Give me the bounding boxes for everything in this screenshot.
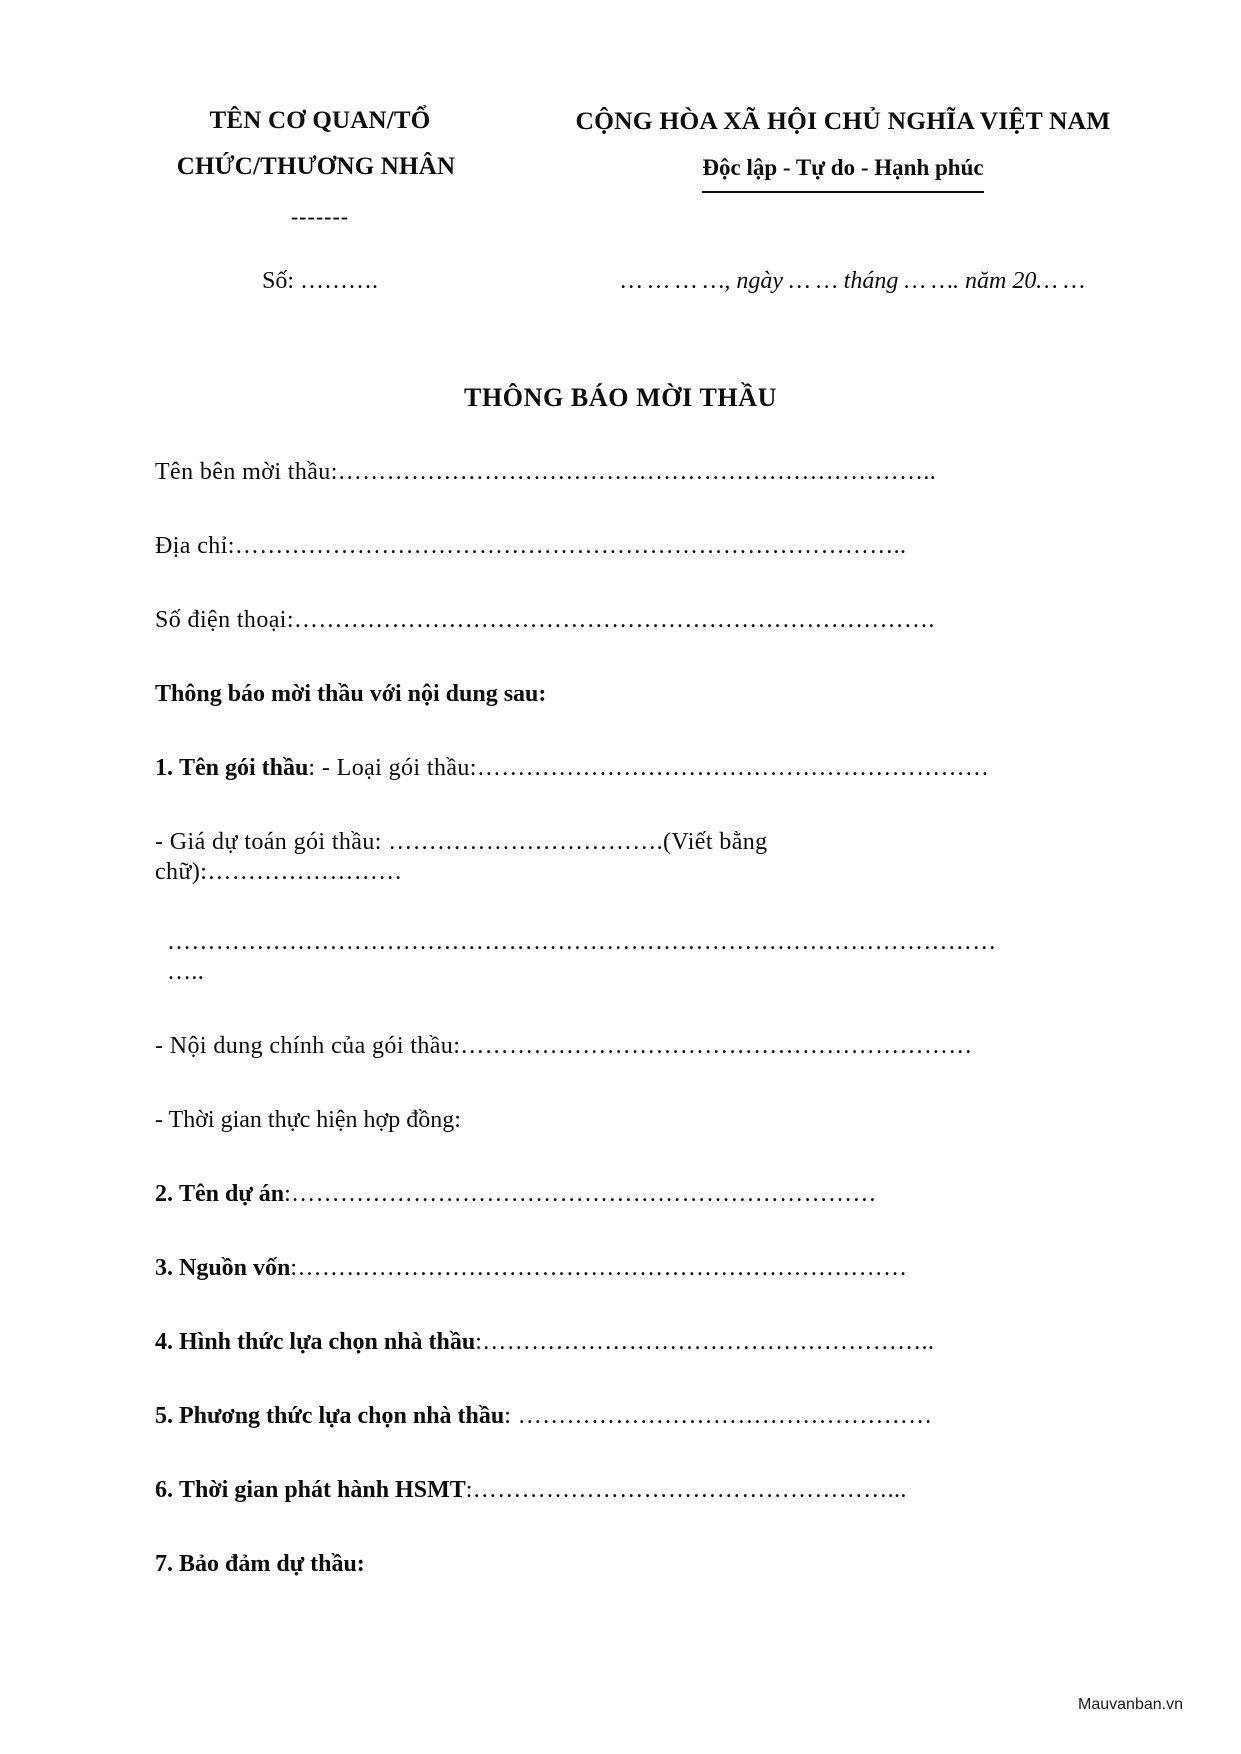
item-4-fill: :……………………………………………….. [475,1329,935,1355]
item-4-number: 4. [155,1329,173,1355]
organization-line-2: CHỨC/THƯƠNG NHÂN [176,153,456,180]
item-1-sub-thoi-gian-thuc-hien: - Thời gian thực hiện hợp đồng: [155,1107,461,1133]
item-3 [155,1253,1001,1283]
national-heading-block [485,98,1241,193]
field-so-dien-thoai: Số điện thoại:……………………………………………………………………. [155,607,935,633]
item-1-sub-gia-du-toan: - Giá dự toán gói thầu: …………………………….(Viết bằng chữ):…………………… [155,829,768,885]
organization-separator-dashes: ------- [290,204,350,229]
document-date: … … … …, ngày … … tháng … …. năm 20… … [620,268,1086,294]
item-5-fill: : …………………………………………… [504,1403,933,1429]
item-1-number: 1. [155,755,173,781]
item-2-number: 2. [155,1181,173,1207]
item-6 [155,1475,1001,1505]
issuing-organization-block [155,98,485,238]
item-2-label: Tên dự án [179,1181,285,1207]
item-3-number: 3. [155,1255,173,1281]
item-1-sub-gia-du-toan-continuation: …………………………………………………………………………………………….. [167,929,997,985]
item-2-fill: :……………………………………………………………… [284,1181,877,1207]
item-1-label: Tên gói thầu [179,755,309,781]
field-ten-ben-moi-thau: Tên bên mời thầu:……………………………………………………………….. [155,459,937,485]
national-title: CỘNG HÒA XÃ HỘI CHỦ NGHĨA VIỆT NAM [575,106,1111,135]
item-1 [155,753,1001,783]
item-6-number: 6. [155,1477,173,1503]
item-7-label: Bảo đảm dự thầu: [179,1551,365,1577]
intro-statement-text: Thông báo mời thầu với nội dung sau: [155,681,547,707]
page-title: THÔNG BÁO MỜI THẦU [464,383,777,412]
item-6-fill: :……………………………………………... [465,1477,907,1503]
field-dia-chi: Địa chỉ:……………………………………………………………………….. [155,533,907,559]
item-1-sub-noi-dung-chinh: - Nội dung chính của gói thầu:……………………………………………………… [155,1033,973,1059]
organization-line-1: TÊN CƠ QUAN/TỔ [209,107,431,134]
document-header [0,0,1241,238]
item-4-label: Hình thức lựa chọn nhà thầu [179,1329,476,1355]
item-5-number: 5. [155,1403,173,1429]
item-1-fill: : - Loại gói thầu:……………………………………………………… [308,755,990,781]
national-slogan: Độc lập - Tự do - Hạnh phúc [702,146,983,193]
item-3-fill: :………………………………………………………………… [290,1255,908,1281]
item-4 [155,1327,1001,1357]
number-and-date-row [0,268,1241,295]
item-5 [155,1401,1001,1431]
item-2 [155,1179,1001,1209]
document-body [0,457,1241,1579]
site-watermark: Mauvanban.vn [1078,1696,1183,1713]
item-7 [155,1549,1001,1579]
item-3-label: Nguồn vốn [179,1255,291,1281]
item-6-label: Thời gian phát hành HSMT [179,1477,466,1503]
document-number: Số: ………. [261,268,378,294]
item-5-label: Phương thức lựa chọn nhà thầu [179,1403,505,1429]
intro-statement [155,679,1001,709]
item-7-number: 7. [155,1551,173,1577]
